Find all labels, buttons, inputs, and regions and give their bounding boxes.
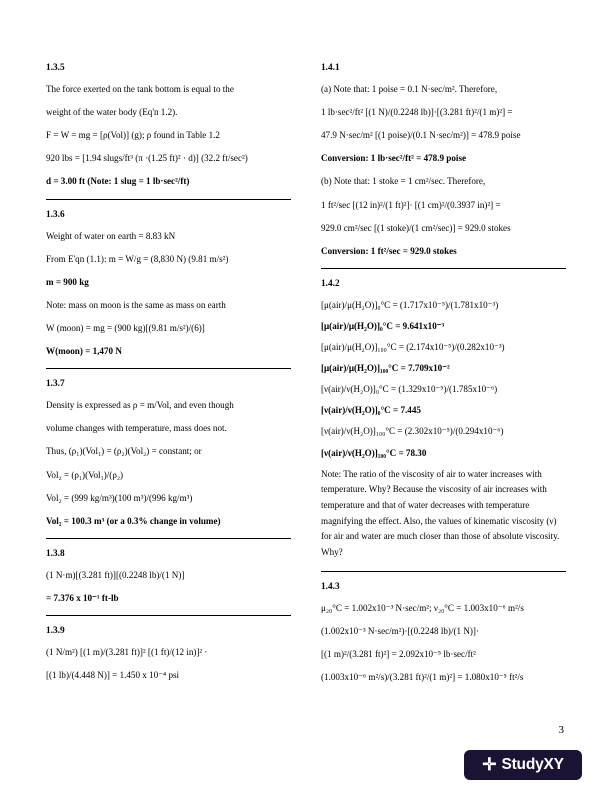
section-note: Note: The ratio of the viscosity of air to water increases with temperature. Why? Because the viscosity of air increases with temperature and that of water decreases with temperature magnifying the effect. Also, the values of kinematic viscosity (ν) for air and water are much closer than those of absolute viscosity. Why?: [321, 468, 560, 557]
section-line-answer: [(1 lb)/(4.448 N)] = 1.450 x 10⁻⁴ psi: [46, 670, 180, 681]
section-line: W (moon) = mg = (900 kg)[(9.81 m/s²)/(6)]: [46, 323, 205, 333]
divider: [46, 368, 291, 369]
section-line: [ν(air)/ν(H₂O)]₀°C = (1.329x10⁻⁵)/(1.785x10⁻⁶): [321, 384, 498, 395]
section-line: [ν(air)/ν(H₂O)]₁₀₀°C = (2.302x10⁻⁵)/(0.294x10⁻⁶): [321, 426, 504, 437]
section-1-3-5: [46, 62, 291, 189]
section-line: (1 N/m²) [(1 m)/(3.281 ft)]² [(1 ft)/(12 in)]² ·: [46, 647, 208, 658]
section-line: 1 lb·sec²/ft² [(1 N)/(0.2248 lb)]·[(3.281 ft)²/(1 m)²] =: [321, 107, 513, 118]
section-title: 1.4.1: [321, 63, 340, 73]
section-line-answer: Vol₂ = 100.3 m³ (or a 0.3% change in volume): [46, 515, 221, 526]
watermark-label: StudyXY: [501, 756, 564, 773]
section-line: Note: mass on moon is the same as mass on earth: [46, 299, 226, 310]
section-line: (a) Note that: 1 poise = 0.1 N·sec/m². Therefore,: [321, 84, 498, 95]
section-title: 1.3.6: [46, 209, 65, 220]
section-line: The force exerted on the tank bottom is equal to the: [46, 84, 234, 95]
section-title: 1.3.5: [46, 63, 65, 73]
section-line-answer: Conversion: 1 lb·sec²/ft² = 478.9 poise: [321, 153, 467, 164]
divider: [321, 268, 566, 269]
section-1-3-9: [46, 625, 291, 682]
section-line: Vol₂ = (ρ₁)(Vol₁)/(ρ₂): [46, 469, 124, 480]
section-line-answer: [μ(air)/μ(H₂O)]₀°C = 9.641x10⁻³: [321, 321, 445, 331]
section-title: 1.3.7: [46, 379, 65, 390]
section-line-answer: m = 900 kg: [46, 276, 89, 287]
section-line: 920 lbs = [1.94 slugs/ft³ (π ·(1.25 ft)² · d)] (32.2 ft/sec²): [46, 153, 248, 164]
section-title: 1.4.3: [321, 581, 340, 592]
divider: [321, 571, 566, 572]
divider: [46, 615, 291, 616]
section-1-4-3: [321, 581, 566, 684]
section-line: μ₂₀°C = 1.002x10⁻³ N·sec/m²; ν₂₀°C = 1.003x10⁻⁶ m²/s: [321, 602, 524, 613]
section-line: (1 N·m)[(3.281 ft)][(0.2248 lb)/(1 N)]: [46, 569, 185, 580]
section-line-answer: [ν(air)/ν(H₂O)]₀°C = 7.445: [321, 405, 421, 416]
section-1-3-8: [46, 548, 291, 605]
section-line-answer: Conversion: 1 ft²/sec = 929.0 stokes: [321, 245, 457, 256]
left-column: [46, 62, 291, 691]
divider: [46, 538, 291, 539]
section-line-answer: = 7.376 x 10⁻¹ ft-lb: [46, 593, 119, 603]
section-1-3-7: [46, 378, 291, 528]
section-line-answer: [μ(air)/μ(H₂O)]₁₀₀°C = 7.709x10⁻²: [321, 363, 450, 374]
section-line: Vol₂ = (999 kg/m³)(100 m³)/(996 kg/m³): [46, 492, 193, 503]
section-1-4-2: [321, 278, 566, 561]
section-line-answer: [ν(air)/ν(H₂O)]₁₀₀°C = 78.30: [321, 447, 427, 458]
section-line: F = W = mg = [ρ(Vol)] (g); ρ found in Table 1.2: [46, 130, 220, 141]
section-title: 1.3.9: [46, 626, 65, 637]
section-line: 929.0 cm²/sec [(1 stoke)/(1 cm²/sec)] = 929.0 stokes: [321, 222, 511, 233]
section-line: 47.9 N·sec/m² [(1 poise)/(0.1 N·sec/m²)] = 478.9 poise: [321, 130, 521, 141]
section-line: From E'qn (1.1): m = W/g = (8,830 N) (9.81 m/s²): [46, 253, 229, 264]
section-line: (b) Note that: 1 stoke = 1 cm²/sec. Therefore,: [321, 176, 486, 187]
two-column-layout: [46, 62, 566, 693]
section-line: volume changes with temperature, mass does not.: [46, 423, 227, 434]
plus-icon: ✛: [482, 754, 497, 774]
studyxy-watermark: [464, 750, 582, 780]
page-number: 3: [558, 724, 564, 736]
section-title: 1.3.8: [46, 548, 65, 559]
section-line: [μ(air)/μ(H₂O)]₀°C = (1.717x10⁻⁵)/(1.781x10⁻³): [321, 299, 499, 310]
section-line: Thus, (ρ₁)(Vol₁) = (ρ₂)(Vol₂) = constant; or: [46, 446, 202, 457]
section-title: 1.4.2: [321, 278, 340, 289]
section-line-answer: W(moon) = 1,470 N: [46, 346, 122, 357]
section-1-4-1: [321, 62, 566, 258]
right-column: [321, 62, 566, 693]
section-line: [μ(air)/μ(H₂O)]₁₀₀°C = (2.174x10⁻⁵)/(0.282x10⁻³): [321, 342, 505, 353]
section-line: Density is expressed as ρ = m/Vol, and even though: [46, 400, 234, 411]
section-line-answer: d = 3.00 ft (Note: 1 slug = 1 lb·sec²/ft): [46, 176, 190, 187]
section-line: 1 ft²/sec [(12 in)²/(1 ft)²]· [(1 cm)²/(0.3937 in)²] =: [321, 199, 501, 210]
divider: [46, 199, 291, 200]
section-line: (1.002x10⁻³ N·sec/m²)·[(0.2248 lb)/(1 N)]·: [321, 625, 479, 636]
section-line: weight of the water body (Eq'n 1.2).: [46, 107, 178, 118]
section-line: Weight of water on earth = 8.83 kN: [46, 230, 176, 241]
section-line-answer: [(1 m)²/(3.281 ft)²] = 2.092x10⁻⁵ lb·sec/ft²: [321, 648, 476, 659]
section-line-answer: (1.003x10⁻⁶ m²/s)/(3.281 ft)²/(1 m)²] = 1.080x10⁻⁵ ft²/s: [321, 671, 524, 682]
section-1-3-6: [46, 209, 291, 359]
